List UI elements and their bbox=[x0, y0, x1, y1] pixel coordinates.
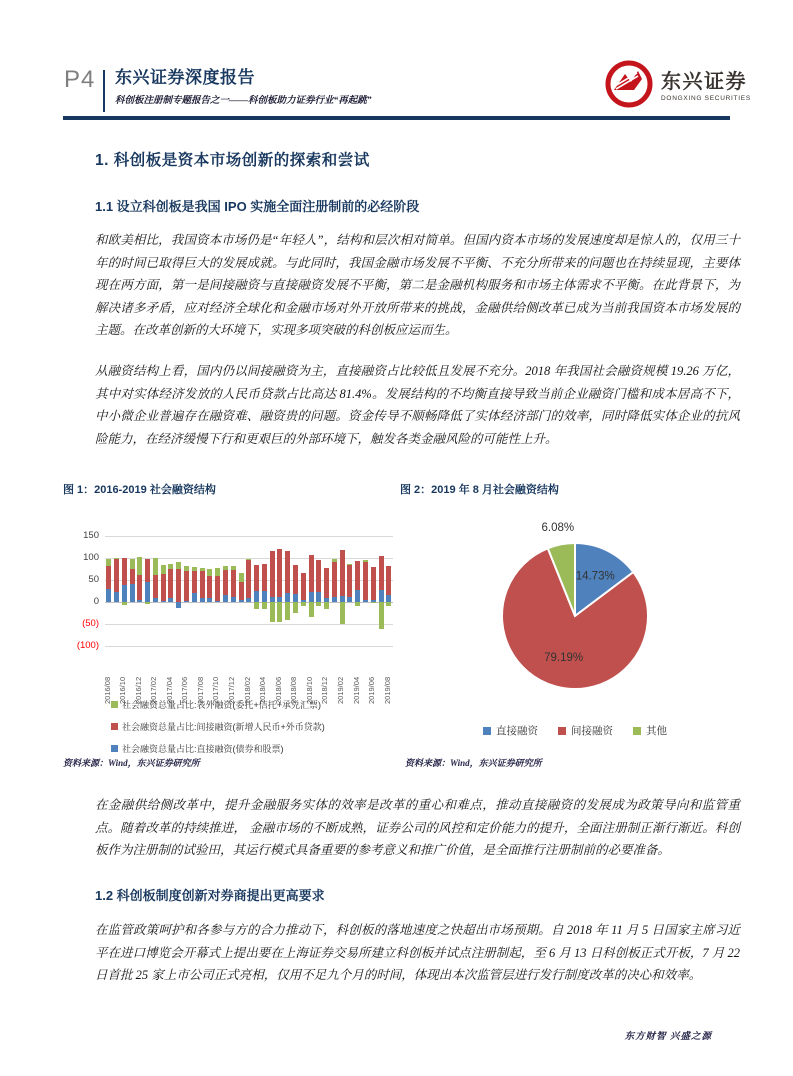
figure-2-title: 图 2：2019 年 8 月社会融资结构 bbox=[400, 484, 559, 496]
bar-segment bbox=[114, 592, 119, 602]
paragraph-2: 从融资结构上看，国内仍以间接融资为主，直接融资占比较低且发展不充分。2018 年我国社会融资规模 19.26 万亿，其中对实体经济发放的人民币贷款占比高达 81.4%。发展结构的不均衡直接导致当前企业融资门槛和成本居高不下，中小微企业普遍存在融资难、融资贵的问题。资金传导不顺畅降低了实体经济部门的效率，同时降低实体企业的抗风险能力，在经济缓慢下行和更艰巨的外部环境下，触发各类金融风险的可能性上升。 bbox=[95, 364, 740, 446]
bar-segment bbox=[309, 602, 314, 617]
bar-segment bbox=[153, 575, 158, 599]
x-axis-tick-label: 2017/02 bbox=[149, 676, 159, 704]
bar-chart bbox=[63, 512, 398, 762]
bar-segment bbox=[106, 566, 111, 589]
x-axis-tick-label: 2017/12 bbox=[227, 676, 237, 704]
legend-label: 直接融资 bbox=[496, 725, 538, 737]
bar-segment bbox=[184, 601, 189, 602]
bar-segment bbox=[184, 566, 189, 570]
bar-segment bbox=[184, 571, 189, 601]
logo-name-cn: 东兴证券 bbox=[661, 70, 747, 93]
y-axis-tick-label: (100) bbox=[76, 640, 99, 651]
bar-segment bbox=[371, 602, 376, 603]
bar-segment bbox=[277, 602, 282, 622]
legend-label: 间接融资 bbox=[571, 725, 613, 737]
gridline bbox=[105, 536, 393, 537]
bar-segment bbox=[145, 559, 150, 582]
figure-1-title: 图 1：2016-2019 社会融资结构 bbox=[63, 484, 216, 496]
bar-segment bbox=[106, 559, 111, 566]
legend-item bbox=[111, 698, 325, 711]
bar-segment bbox=[347, 597, 352, 602]
pie-data-label: 14.73% bbox=[575, 570, 615, 583]
x-axis-tick-label: 2018/04 bbox=[258, 676, 268, 704]
bar-segment bbox=[137, 600, 142, 602]
x-axis-tick-label: 2017/08 bbox=[195, 676, 205, 704]
legend-item bbox=[111, 742, 325, 755]
bar-chart-legend bbox=[111, 698, 325, 764]
bar-segment bbox=[347, 564, 352, 565]
logo-name-en: DONGXING SECURITIES bbox=[661, 94, 751, 102]
bar-segment bbox=[231, 566, 236, 570]
page-number: P4 bbox=[64, 66, 96, 93]
company-logo bbox=[604, 58, 774, 114]
section-heading-1-2: 1.2 科创板制度创新对券商提出更高要求 bbox=[95, 888, 325, 903]
section-heading-1: 1. 科创板是资本市场创新的探索和尝试 bbox=[95, 152, 370, 169]
legend-label: 社会融资总量占比:直接融资(债券和股票) bbox=[122, 744, 284, 754]
bar-segment bbox=[254, 591, 259, 602]
bar-segment bbox=[301, 573, 306, 599]
paragraph-1: 和欧美相比，我国资本市场仍是“年轻人”，结构和层次相对简单。但国内资本市场的发展速度却是惊人的，仅用三十年的时间已取得巨大的发展成就。与此同时，我国金融市场发展不平衡、不充分所带来的问题也在持续显现，主要体现在两方面，第一是间接融资与直接融资发展不平衡，第二是金融机构服务和市场主体需求不平衡。在此背景下，为解决诸多矛盾，应对经济全球化和金融市场对外开放所带来的挑战，金融供给侧改革已成为当前我国资本市场发展的主题。在改革创新的大环境下，实现多项突破的科创板应运而生。 bbox=[95, 233, 740, 338]
pie-chart bbox=[410, 508, 740, 753]
bar-segment bbox=[137, 575, 142, 600]
bar-segment bbox=[215, 568, 220, 577]
legend-label: 社会融资总量占比:间接融资(新增人民币+外币贷款) bbox=[122, 722, 325, 732]
pie-data-label: 79.19% bbox=[544, 651, 584, 664]
bar-segment bbox=[340, 550, 345, 597]
bar-segment bbox=[122, 585, 127, 602]
bar-segment bbox=[379, 602, 384, 629]
bar-segment bbox=[153, 598, 158, 602]
bar-segment bbox=[192, 593, 197, 602]
bar-segment bbox=[122, 558, 127, 585]
x-axis-tick-label: 2017/10 bbox=[211, 676, 221, 704]
legend-swatch bbox=[558, 727, 566, 735]
legend-swatch bbox=[633, 727, 641, 735]
bar-segment bbox=[363, 562, 368, 600]
y-axis-tick-label: 100 bbox=[83, 552, 99, 563]
bar-segment bbox=[130, 584, 135, 602]
bar-segment bbox=[200, 568, 205, 572]
bar-segment bbox=[379, 556, 384, 590]
bar-segment bbox=[137, 557, 142, 575]
bar-segment bbox=[231, 597, 236, 602]
bar-segment bbox=[316, 560, 321, 593]
gridline bbox=[105, 646, 393, 647]
bar-segment bbox=[161, 565, 166, 575]
bar-segment bbox=[239, 600, 244, 602]
legend-label: 其他 bbox=[646, 725, 667, 737]
legend-item bbox=[111, 720, 325, 733]
bar-segment bbox=[363, 560, 368, 561]
bar-segment bbox=[145, 582, 150, 602]
bar-segment bbox=[262, 591, 267, 602]
footer-slogan: 东方财智 兴盛之源 bbox=[624, 1032, 712, 1042]
bar-segment bbox=[130, 559, 135, 569]
bar-segment bbox=[371, 567, 376, 600]
bar-segment bbox=[200, 598, 205, 602]
bar-segment bbox=[262, 602, 267, 609]
report-title: 东兴证券深度报告 bbox=[115, 68, 255, 87]
bar-segment bbox=[223, 595, 228, 602]
section-heading-1-1: 1.1 设立科创板是我国 IPO 实施全面注册制前的必经阶段 bbox=[95, 199, 420, 214]
bar-segment bbox=[270, 551, 275, 597]
bar-segment bbox=[168, 598, 173, 602]
bar-segment bbox=[355, 602, 360, 606]
y-axis-tick-label: (50) bbox=[82, 618, 99, 629]
bar-segment bbox=[386, 566, 391, 595]
bar-segment bbox=[192, 567, 197, 571]
bar-segment bbox=[386, 595, 391, 602]
header-divider bbox=[103, 70, 105, 112]
source-note-left: 资料来源：Wind，东兴证券研究所 bbox=[63, 758, 200, 768]
bar-segment bbox=[223, 570, 228, 594]
report-subtitle: 科创板注册制专题报告之一——科创板助力证券行业“再起跳” bbox=[115, 96, 372, 106]
legend-label: 社会融资总量占比:表外融资(委托+信托+承兑汇票) bbox=[122, 700, 322, 710]
bar-segment bbox=[254, 565, 259, 591]
bar-segment bbox=[270, 602, 275, 622]
bar-segment bbox=[246, 598, 251, 602]
paragraph-4: 在监管政策呵护和各参与方的合力推动下，科创板的落地速度之快超出市场预期。自 2018 年 11 月 5 日国家主席习近平在进口博览会开幕式上提出要在上海证券交易所建立科创板并试点注册制起，至 6 月 13 日科创板正式开板，7 月 22 日首批 25 家上市公司正式亮相，仅用不足九个月的时间，体现出本次监管层进行发行制度改革的决心和效率。 bbox=[95, 923, 740, 983]
bar-segment bbox=[176, 602, 181, 608]
bar-segment bbox=[106, 589, 111, 602]
y-axis-tick-label: 0 bbox=[93, 596, 99, 607]
dongxing-logo-icon bbox=[604, 59, 654, 114]
bar-segment bbox=[239, 582, 244, 600]
bar-segment bbox=[122, 602, 127, 605]
bar-segment bbox=[316, 602, 321, 606]
legend-item bbox=[633, 723, 667, 738]
x-axis-tick-label: 2018/06 bbox=[273, 676, 283, 704]
bar-segment bbox=[145, 602, 150, 604]
source-note-right: 资料来源：Wind，东兴证券研究所 bbox=[405, 758, 542, 768]
header-rule bbox=[63, 116, 730, 120]
bar-segment bbox=[246, 559, 251, 560]
bar-segment bbox=[207, 569, 212, 576]
x-axis-tick-label: 2018/08 bbox=[289, 676, 299, 704]
x-axis-tick-label: 2016/08 bbox=[102, 676, 112, 704]
x-axis-tick-label: 2019/08 bbox=[382, 676, 392, 704]
x-axis-tick-label: 2016/12 bbox=[133, 676, 143, 704]
bar-segment bbox=[207, 598, 212, 602]
legend-item bbox=[483, 723, 538, 738]
bar-segment bbox=[239, 573, 244, 582]
legend-swatch bbox=[483, 727, 491, 735]
bar-segment bbox=[379, 590, 384, 602]
bar-segment bbox=[161, 574, 166, 600]
x-axis-tick-label: 2017/06 bbox=[180, 676, 190, 704]
bar-segment bbox=[316, 592, 321, 602]
bar-segment bbox=[254, 602, 259, 609]
pie-legend bbox=[410, 723, 740, 738]
gridline bbox=[105, 624, 393, 625]
bar-segment bbox=[277, 549, 282, 597]
bar-segment bbox=[215, 576, 220, 600]
bar-segment bbox=[285, 602, 290, 620]
bar-segment bbox=[207, 576, 212, 599]
bar-segment bbox=[176, 562, 181, 569]
bar-segment bbox=[293, 565, 298, 594]
bar-segment bbox=[324, 568, 329, 597]
bar-segment bbox=[153, 558, 158, 575]
x-axis-tick-label: 2017/04 bbox=[164, 676, 174, 704]
paragraph-3: 在金融供给侧改革中，提升金融服务实体的效率是改革的重心和难点，推动直接融资的发展成为政策导向和监管重点。随着改革的持续推进， 金融市场的不断成熟，证券公司的风控和定价能力的提升，全面注册制正渐行渐近。科创板作为注册制的试验田，其运行模式具备重要的参考意义和推广价值，是全面推行注册制前的必要准备。 bbox=[95, 798, 740, 858]
logo-text bbox=[661, 71, 751, 102]
bar-segment bbox=[332, 562, 337, 596]
x-axis-tick-label: 2018/02 bbox=[242, 676, 252, 704]
bar-segment bbox=[332, 597, 337, 602]
bar-segment bbox=[192, 571, 197, 593]
y-axis-tick-label: 50 bbox=[88, 574, 99, 585]
bar-segment bbox=[301, 602, 306, 606]
bar-segment bbox=[176, 569, 181, 602]
bar-segment bbox=[168, 564, 173, 569]
bar-segment bbox=[114, 558, 119, 559]
bar-segment bbox=[347, 565, 352, 597]
bar-segment bbox=[215, 601, 220, 602]
bar-segment bbox=[130, 569, 135, 584]
bar-segment bbox=[168, 569, 173, 598]
bar-segment bbox=[293, 594, 298, 602]
bar-segment bbox=[161, 601, 166, 602]
legend-swatch bbox=[111, 701, 118, 708]
bar-segment bbox=[332, 559, 337, 562]
bar-segment bbox=[246, 560, 251, 599]
bar-segment bbox=[340, 602, 345, 624]
bar-segment bbox=[293, 602, 298, 613]
pie-data-label: 6.08% bbox=[541, 522, 575, 535]
legend-item bbox=[558, 723, 613, 738]
bar-segment bbox=[223, 566, 228, 570]
x-axis-tick-label: 2018/12 bbox=[320, 676, 330, 704]
bar-segment bbox=[355, 590, 360, 602]
x-axis-tick-label: 2019/04 bbox=[351, 676, 361, 704]
bar-segment bbox=[231, 570, 236, 596]
bar-segment bbox=[200, 571, 205, 598]
bar-segment bbox=[386, 602, 391, 606]
legend-swatch bbox=[111, 745, 118, 752]
bar-segment bbox=[309, 592, 314, 602]
legend-swatch bbox=[111, 723, 118, 730]
x-axis-tick-label: 2019/06 bbox=[367, 676, 377, 704]
bar-segment bbox=[355, 561, 360, 590]
bar-segment bbox=[285, 551, 290, 594]
bar-segment bbox=[285, 593, 290, 602]
bar-segment bbox=[324, 602, 329, 609]
x-axis-tick-label: 2016/10 bbox=[118, 676, 128, 704]
bar-segment bbox=[262, 564, 267, 591]
y-axis-tick-label: 150 bbox=[83, 530, 99, 541]
bar-segment bbox=[114, 559, 119, 592]
x-axis-tick-label: 2019/02 bbox=[336, 676, 345, 704]
pie-svg bbox=[410, 508, 740, 708]
x-axis-tick-label: 2018/10 bbox=[304, 676, 314, 704]
bar-segment bbox=[309, 555, 314, 592]
bar-segment bbox=[363, 600, 368, 602]
